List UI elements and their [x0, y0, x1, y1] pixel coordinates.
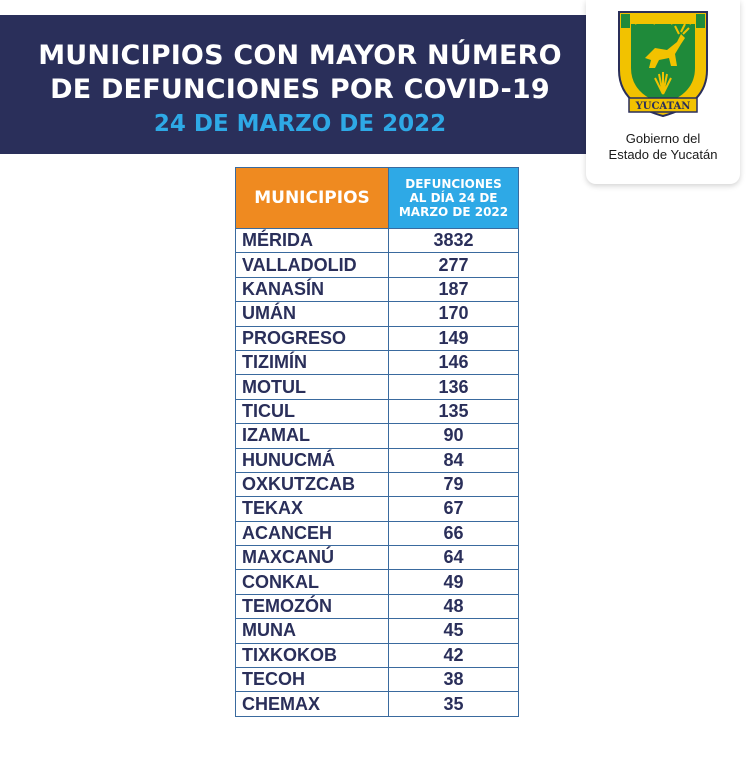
municipio-cell: TIZIMÍN: [236, 350, 389, 374]
municipio-cell: TIXKOKOB: [236, 643, 389, 667]
municipio-cell: MÉRIDA: [236, 229, 389, 253]
municipio-cell: MOTUL: [236, 375, 389, 399]
municipio-cell: TECOH: [236, 668, 389, 692]
defunciones-cell: 277: [389, 253, 519, 277]
defunciones-cell: 146: [389, 350, 519, 374]
logo-caption-line-1: Gobierno del: [625, 131, 701, 146]
municipio-cell: TICUL: [236, 399, 389, 423]
table-row: [236, 277, 519, 301]
defunciones-cell: 135: [389, 399, 519, 423]
municipio-cell: UMÁN: [236, 302, 389, 326]
column-header-defunciones: DEFUNCIONES AL DÍA 24 DE MARZO DE 2022: [389, 168, 519, 229]
municipio-cell: IZAMAL: [236, 424, 389, 448]
table-row: [236, 350, 519, 374]
municipio-cell: CONKAL: [236, 570, 389, 594]
defunciones-cell: 90: [389, 424, 519, 448]
table-row: [236, 472, 519, 496]
table-row: [236, 326, 519, 350]
table-row: [236, 448, 519, 472]
yucatan-coat-of-arms-icon: [615, 8, 711, 120]
defunciones-cell: 79: [389, 472, 519, 496]
table-row: [236, 619, 519, 643]
municipio-cell: KANASÍN: [236, 277, 389, 301]
defunciones-cell: 64: [389, 546, 519, 570]
defunciones-cell: 49: [389, 570, 519, 594]
defunciones-cell: 84: [389, 448, 519, 472]
shield-banner-text: YUCATAN: [635, 101, 691, 112]
defunciones-cell: 42: [389, 643, 519, 667]
government-logo-card: [586, 0, 740, 184]
table-row: [236, 570, 519, 594]
column-header-municipios: MUNICIPIOS: [236, 168, 389, 229]
deaths-by-municipality-table: [235, 167, 519, 717]
page-title-line-1: MUNICIPIOS CON MAYOR NÚMERO: [38, 40, 562, 71]
defunciones-cell: 38: [389, 668, 519, 692]
table-row: [236, 546, 519, 570]
table-row: [236, 424, 519, 448]
municipio-cell: VALLADOLID: [236, 253, 389, 277]
municipio-cell: ACANCEH: [236, 521, 389, 545]
municipio-cell: CHEMAX: [236, 692, 389, 716]
table-row: [236, 375, 519, 399]
defunciones-cell: 66: [389, 521, 519, 545]
defunciones-cell: 149: [389, 326, 519, 350]
table-row: [236, 302, 519, 326]
table-row: [236, 399, 519, 423]
municipio-cell: PROGRESO: [236, 326, 389, 350]
table-row: [236, 497, 519, 521]
municipio-cell: HUNUCMÁ: [236, 448, 389, 472]
defunciones-cell: 136: [389, 375, 519, 399]
table-row: [236, 643, 519, 667]
table-body: [236, 229, 519, 717]
municipio-cell: TEKAX: [236, 497, 389, 521]
table-row: [236, 229, 519, 253]
report-date: 24 DE MARZO DE 2022: [153, 111, 447, 137]
defunciones-cell: 48: [389, 594, 519, 618]
municipio-cell: MUNA: [236, 619, 389, 643]
defunciones-cell: 67: [389, 497, 519, 521]
table-row: [236, 521, 519, 545]
defunciones-cell: 187: [389, 277, 519, 301]
page-title-line-2: DE DEFUNCIONES POR COVID-19: [50, 74, 550, 105]
defunciones-cell: 3832: [389, 229, 519, 253]
municipio-cell: MAXCANÚ: [236, 546, 389, 570]
table-row: [236, 253, 519, 277]
defunciones-cell: 170: [389, 302, 519, 326]
municipio-cell: OXKUTZCAB: [236, 472, 389, 496]
table-row: [236, 668, 519, 692]
table-header-row: [236, 168, 519, 229]
defunciones-cell: 35: [389, 692, 519, 716]
logo-caption-line-2: Estado de Yucatán: [608, 147, 718, 162]
table-row: [236, 594, 519, 618]
municipio-cell: TEMOZÓN: [236, 594, 389, 618]
defunciones-cell: 45: [389, 619, 519, 643]
table-row: [236, 692, 519, 716]
